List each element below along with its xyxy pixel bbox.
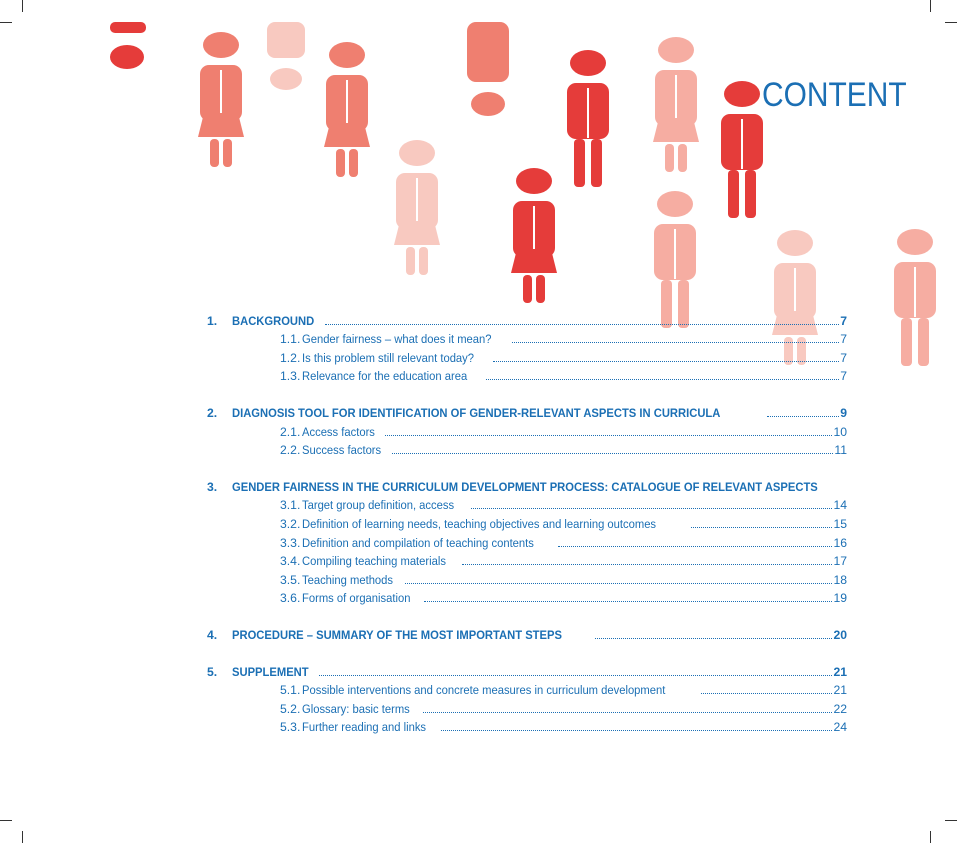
toc-label	[207, 665, 315, 679]
toc-section-4[interactable]	[207, 623, 847, 642]
toc-page-number: 19	[833, 591, 847, 606]
female-figure-icon	[394, 140, 440, 275]
toc-number: 5.2.	[280, 701, 301, 716]
dot-leader	[423, 712, 832, 713]
toc-label	[207, 628, 591, 642]
toc-section-2[interactable]	[207, 401, 847, 420]
dot-leader	[319, 675, 832, 676]
toc-page-number: 10	[833, 424, 847, 439]
toc-subsection[interactable]	[207, 494, 847, 513]
toc-number: 1.	[207, 313, 218, 328]
toc-number: 5.3.	[280, 720, 301, 735]
toc-page-number: 17	[833, 554, 847, 569]
dot-leader	[691, 527, 833, 528]
toc-label-text: Possible interventions and concrete measures in curriculum development	[302, 683, 666, 698]
toc-page-number: 11	[834, 443, 847, 458]
dot-leader	[325, 324, 839, 325]
toc-label-text: Relevance for the education area	[302, 369, 468, 384]
toc-label-text: PROCEDURE – SUMMARY OF THE MOST IMPORTANT STEPS	[232, 627, 562, 642]
dot-leader	[701, 693, 832, 694]
toc-page-number: 22	[833, 701, 847, 716]
toc-label-text: Compiling teaching materials	[302, 554, 446, 569]
toc-number: 3.1.	[280, 498, 301, 513]
toc-label	[207, 536, 554, 550]
toc-number: 1.2.	[280, 350, 301, 365]
toc-page-number: 7	[840, 350, 847, 365]
toc-page-number: 7	[840, 369, 847, 384]
toc-page-number: 20	[833, 627, 847, 642]
toc-label-text: Definition of learning needs, teaching objectives and learning outcomes	[302, 516, 657, 531]
toc-subsection[interactable]	[207, 679, 847, 698]
toc-label-text: Further reading and links	[302, 720, 427, 735]
toc-number: 3.6.	[280, 591, 301, 606]
toc-label	[207, 554, 458, 568]
toc-number: 4.	[207, 627, 218, 642]
toc-page-number: 21	[833, 683, 847, 698]
toc-label	[207, 314, 321, 328]
toc-subsection[interactable]	[207, 587, 847, 606]
toc-number: 2.1.	[280, 424, 301, 439]
male-figure-icon	[721, 81, 763, 218]
toc-subsection[interactable]	[207, 420, 847, 439]
toc-label-text: Forms of organisation	[302, 591, 411, 606]
toc-label	[207, 720, 437, 734]
dot-leader	[405, 583, 833, 584]
toc-page-number: 15	[833, 516, 847, 531]
female-figure-icon	[511, 168, 557, 303]
dot-leader	[767, 416, 839, 417]
dot-leader	[595, 638, 833, 639]
dot-leader	[493, 361, 839, 362]
toc-subsection[interactable]	[207, 346, 847, 365]
dot-leader	[424, 601, 833, 602]
toc-page-number: 9	[840, 405, 847, 420]
toc-label	[207, 406, 763, 420]
toc-page-number: 24	[833, 720, 847, 735]
toc-label-text: Teaching methods	[302, 572, 394, 587]
male-figure-icon	[567, 50, 609, 187]
toc-subsection[interactable]	[207, 550, 847, 569]
toc-subsection[interactable]	[207, 365, 847, 384]
toc-label	[207, 369, 482, 383]
dot-leader	[385, 435, 832, 436]
toc-number: 5.	[207, 664, 218, 679]
toc-page-number: 16	[833, 535, 847, 550]
toc-section-3[interactable]	[207, 475, 847, 494]
toc-label-text: DIAGNOSIS TOOL FOR IDENTIFICATION OF GENDER-RELEVANT ASPECTS IN CURRICULA	[232, 405, 721, 420]
male-figure-icon	[894, 229, 936, 366]
table-of-contents	[207, 309, 847, 734]
dot-leader	[558, 546, 832, 547]
female-figure-icon	[198, 32, 244, 167]
toc-label-text: Target group definition, access	[302, 498, 455, 513]
toc-subsection[interactable]	[207, 716, 847, 735]
toc-section-1[interactable]	[207, 309, 847, 328]
toc-label-text: SUPPLEMENT	[232, 664, 309, 679]
toc-page-number: 7	[840, 313, 847, 328]
dot-leader	[471, 508, 832, 509]
toc-label	[207, 351, 489, 365]
toc-page-number: 18	[833, 572, 847, 587]
toc-number: 3.	[207, 479, 218, 494]
dot-leader	[486, 379, 840, 380]
dot-leader	[462, 564, 832, 565]
toc-subsection[interactable]	[207, 697, 847, 716]
toc-label-text: Is this problem still relevant today?	[302, 350, 475, 365]
toc-label-text: Access factors	[302, 424, 375, 439]
toc-number: 1.3.	[280, 369, 301, 384]
dot-leader	[441, 730, 833, 731]
toc-label	[207, 517, 687, 531]
dot-leader	[392, 453, 833, 454]
toc-page-number: 7	[840, 332, 847, 347]
toc-label	[207, 573, 401, 587]
toc-subsection[interactable]	[207, 439, 847, 458]
toc-label-text: BACKGROUND	[232, 313, 315, 328]
female-figure-icon	[324, 42, 370, 177]
toc-subsection[interactable]	[207, 328, 847, 347]
toc-number: 2.2.	[280, 443, 301, 458]
toc-number: 3.4.	[280, 554, 301, 569]
toc-label	[207, 480, 869, 494]
female-figure-icon	[653, 37, 699, 172]
toc-number: 3.2.	[280, 516, 301, 531]
dot-leader	[512, 342, 839, 343]
toc-subsection[interactable]	[207, 512, 847, 531]
page-title: CONTENT	[762, 76, 907, 114]
toc-label	[207, 332, 508, 346]
toc-number: 2.	[207, 405, 218, 420]
toc-label	[207, 702, 419, 716]
toc-page-number: 21	[833, 664, 847, 679]
toc-label-text: GENDER FAIRNESS IN THE CURRICULUM DEVELOPMENT PROCESS: CATALOGUE OF RELEVANT ASPECTS	[232, 479, 818, 494]
toc-subsection[interactable]	[207, 531, 847, 550]
toc-label	[207, 591, 420, 605]
toc-label-text: Success factors	[302, 443, 382, 458]
toc-section-5[interactable]	[207, 660, 847, 679]
toc-label-text: Definition and compilation of teaching contents	[302, 535, 534, 550]
toc-label-text: Glossary: basic terms	[302, 701, 410, 716]
male-figure-icon	[654, 191, 696, 328]
toc-label-text: Gender fairness – what does it mean?	[302, 332, 492, 347]
toc-subsection[interactable]	[207, 568, 847, 587]
toc-number: 3.3.	[280, 535, 301, 550]
toc-number: 5.1.	[280, 683, 301, 698]
toc-page-number: 14	[833, 498, 847, 513]
toc-label	[207, 498, 467, 512]
toc-number: 3.5.	[280, 572, 301, 587]
toc-number: 1.1.	[280, 332, 301, 347]
